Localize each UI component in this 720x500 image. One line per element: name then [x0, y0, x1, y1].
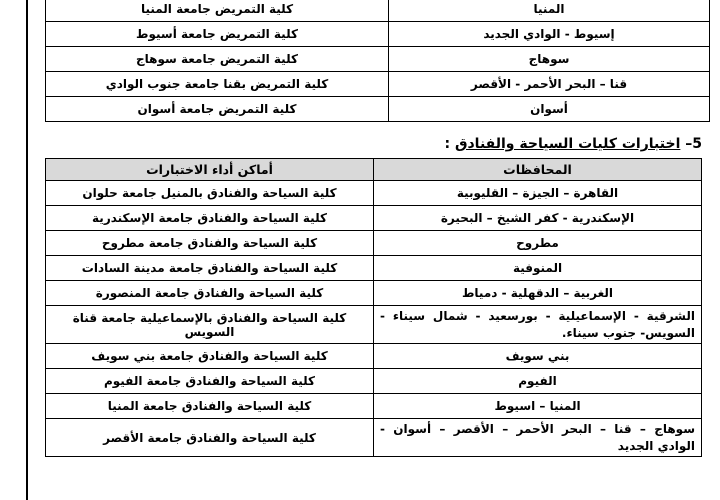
- table-row: [46, 22, 710, 47]
- location-cell: كلية التمريض جامعة أسوان: [46, 97, 389, 122]
- section-colon: :: [444, 136, 451, 152]
- location-cell: كلية السياحة والفنادق بالإسماعيلية جامعة قناة السويس: [46, 306, 374, 344]
- location-cell: كلية السياحة والفنادق جامعة الإسكندرية: [46, 206, 374, 231]
- table-row: [46, 306, 702, 344]
- location-cell: كلية التمريض بقنا جامعة جنوب الوادي: [46, 72, 389, 97]
- table-row: [46, 97, 710, 122]
- governorate-cell: أسوان: [389, 97, 710, 122]
- table-row: [46, 369, 702, 394]
- table-row: [46, 344, 702, 369]
- governorate-cell: بني سويف: [374, 344, 702, 369]
- column-header-locations: أماكن أداء الاختبارات: [46, 159, 374, 181]
- governorate-cell: المنيا – اسيوط: [374, 394, 702, 419]
- governorate-cell: قنا – البحر الأحمر - الأقصر: [389, 72, 710, 97]
- table-row: [46, 206, 702, 231]
- table-row: [46, 0, 710, 22]
- table-row: [46, 72, 710, 97]
- governorate-cell: القاهرة – الجيزة – القليوبية: [374, 181, 702, 206]
- governorate-cell: سوهاج – قنا – البحر الأحمر – الأقصر – أسوان - الوادي الجديد: [374, 419, 702, 457]
- governorate-cell: سوهاج: [389, 47, 710, 72]
- location-cell: كلية التمريض جامعة المنيا: [46, 0, 389, 22]
- governorate-cell: الإسكندرية - كفر الشيخ – البحيرة: [374, 206, 702, 231]
- section-number: 5–: [685, 136, 702, 152]
- table-header-row: [46, 159, 702, 181]
- table-row: [46, 231, 702, 256]
- column-header-governorates: المحافظات: [374, 159, 702, 181]
- governorate-cell: الشرقية - الإسماعيلية - بورسعيد - شمال سيناء - السويس- جنوب سيناء.: [374, 306, 702, 344]
- tourism-exam-locations-table: [45, 158, 702, 457]
- table-row: [46, 419, 702, 457]
- governorate-cell: مطروح: [374, 231, 702, 256]
- location-cell: كلية السياحة والفنادق جامعة الفيوم: [46, 369, 374, 394]
- table-row: [46, 281, 702, 306]
- nursing-exam-locations-table: [45, 0, 710, 122]
- table-row: [46, 47, 710, 72]
- governorate-cell: المنيا: [389, 0, 710, 22]
- page-border-line: [26, 0, 28, 500]
- governorate-cell: إسيوط - الوادي الجديد: [389, 22, 710, 47]
- location-cell: كلية السياحة والفنادق بالمنيل جامعة حلوان: [46, 181, 374, 206]
- location-cell: كلية السياحة والفنادق جامعة مدينة السادات: [46, 256, 374, 281]
- table-row: [46, 256, 702, 281]
- location-cell: كلية السياحة والفنادق جامعة المنصورة: [46, 281, 374, 306]
- location-cell: كلية التمريض جامعة أسيوط: [46, 22, 389, 47]
- location-cell: كلية التمريض جامعة سوهاج: [46, 47, 389, 72]
- location-cell: كلية السياحة والفنادق جامعة المنيا: [46, 394, 374, 419]
- location-cell: كلية السياحة والفنادق جامعة مطروح: [46, 231, 374, 256]
- governorate-cell: الفيوم: [374, 369, 702, 394]
- location-cell: كلية السياحة والفنادق جامعة الأقصر: [46, 419, 374, 457]
- table-row: [46, 394, 702, 419]
- table-row: [46, 181, 702, 206]
- governorate-cell: الغربية – الدقهلية - دمياط: [374, 281, 702, 306]
- location-cell: كلية السياحة والفنادق جامعة بني سويف: [46, 344, 374, 369]
- section-heading: [202, 136, 702, 152]
- governorate-cell: المنوفية: [374, 256, 702, 281]
- section-title: اختبارات كليات السياحة والفنادق: [454, 136, 681, 152]
